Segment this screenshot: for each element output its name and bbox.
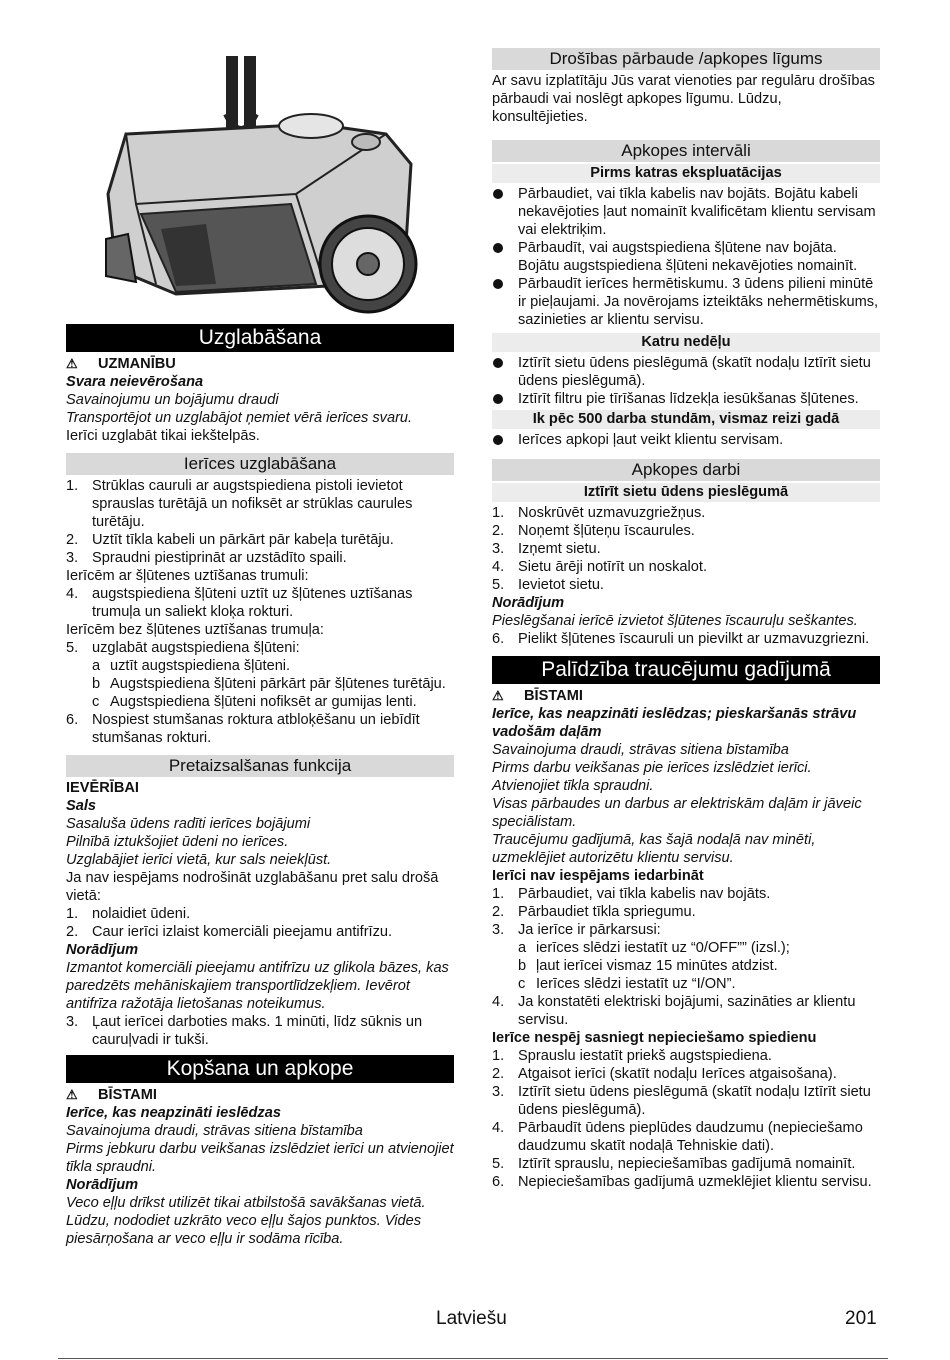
right-column (492, 48, 880, 1191)
pressure-washer-drawing (66, 54, 454, 322)
list-item: 6. Nepieciešamības gadījumā uzmeklējiet klientu servisu. (492, 1174, 872, 1190)
bullet-icon (492, 275, 518, 329)
problem-title: Ierīce nespēj sasniegt nepieciešamo spiedienu (492, 1030, 817, 1046)
danger-line: Atvienojiet tīkla spraudni. (492, 778, 654, 794)
list-item: 2. Pārbaudiet tīkla spriegumu. (492, 904, 696, 920)
warning-label: ⚠ UZMANĪBU (66, 356, 176, 372)
list-item: 1. nolaidiet ūdeni. (66, 906, 191, 922)
danger-line: Traucējumu gadījumā, kas šajā nodaļā nav minēti, uzmeklējiet autorizētu klientu servisu. (492, 832, 816, 866)
storage-note: Ierīci uzglabāt tikai iekštelpās. (66, 428, 260, 444)
footer-language: Latviešu (436, 1308, 507, 1329)
list-item: 4. Ja konstatēti elektriski bojājumi, sazināties ar klientu servisu. (492, 994, 856, 1028)
list-item: 1. Strūklas cauruli ar augstspiediena pistoli ievietot sprauslas turētājā un nofiksēt ar strūklas caurules turētāju. (66, 478, 413, 530)
warning-triangle-icon: ⚠ (66, 356, 78, 371)
subsection-every500: Ik pēc 500 darba stundām, vismaz reizi gadā (492, 410, 880, 429)
safety-text: Ar savu izplatītāju Jūs varat vienoties par regulāru drošības pārbaudi vai noslēgt apkopes līgumu. Lūdzu, konsultējieties. (492, 73, 875, 125)
danger-line: Savainojuma draudi, strāvas sitiena bīstamība (492, 742, 789, 758)
warning-title: Svara neievērošana (66, 374, 204, 390)
bullet-item: Iztīrīt sietu ūdens pieslēgumā (skatīt nodaļu Iztīrīt sietu ūdens pieslēgumā). (492, 354, 880, 390)
list-item: 3. Izņemt sietu. (492, 541, 601, 557)
danger-line: Savainojuma draudi, strāvas sitiena bīstamība (66, 1123, 363, 1139)
subsection-weekly: Katru nedēļu (492, 333, 880, 352)
section-title-safety: Drošības pārbaude /apkopes līgums (492, 48, 880, 70)
list-item: 2. Uztīt tīkla kabeli un pārkārt pār kabeļa turētāju. (66, 532, 394, 548)
bullet-item: Pārbaudīt ierīces hermētiskumu. 3 ūdens pilieni minūtē ir pieļaujami. Ja novērojams izteiktāks nehermētiskums, sazinieties ar klientu servisu. (492, 275, 880, 329)
subsection-clean-screen: Iztīrīt sietu ūdens pieslēgumā (492, 483, 880, 502)
notice-line: Uzglabājiet ierīci vietā, kur sals neiekļūst. (66, 852, 332, 868)
list-item: 2. Noņemt šļūteņu īscaurules. (492, 523, 695, 539)
list-item: 4. Pārbaudīt ūdens pieplūdes daudzumu (nepieciešamo daudzumu skatīt nodaļā Tehniskie dati). (492, 1120, 863, 1154)
notice-line: Sasaluša ūdens radīti ierīces bojājumi (66, 816, 311, 832)
warning-line: Transportējot un uzglabājot ņemiet vērā ierīces svaru. (66, 410, 413, 426)
storage-steps (66, 477, 454, 567)
list-item: 4. Sietu ārēji notīrīt un noskalot. (492, 559, 708, 575)
frost-text: Ja nav iespējams nodrošināt uzglabāšanu pret salu drošā vietā: (66, 870, 439, 904)
left-column (66, 54, 454, 1248)
sub-list-item: c Augstspiediena šļūteni nofiksēt ar gumijas lenti. (92, 694, 417, 710)
sub-list-item: a uztīt augstspiediena šļūteni. (92, 658, 291, 674)
notice-label: IEVĒRĪBAI (66, 780, 139, 796)
note-text: Veco eļļu drīkst utilizēt tikai atbilstošā savākšanas vietā. Lūdzu, nododiet uzkrāto veco eļļu šajos punktos. Vides piesārņošana ar veco eļļu ir sodāma rīcība. (66, 1195, 426, 1247)
list-item: 6. Nospiest stumšanas roktura atbloķēšanu un iebīdīt stumšanas rokturi. (66, 712, 420, 746)
bullet-icon (492, 239, 518, 275)
danger-label: ⚠ BĪSTAMI (492, 688, 583, 704)
sub-list-item: a ierīces slēdzi iestatīt uz “0/OFF”” (izsl.); (518, 940, 790, 956)
notice-title: Sals (66, 798, 97, 814)
list-item: 3. Spraudni piestiprināt ar uzstādīto spaili. (66, 550, 347, 566)
danger-line: Pirms jebkuru darbu veikšanas izslēdziet ierīci un atvienojiet tīkla spraudni. (66, 1141, 454, 1175)
warning-triangle-icon: ⚠ (66, 1087, 78, 1102)
bullet-item: Iztīrīt filtru pie tīrīšanas līdzekļa iesūkšanas šļūtenes. (492, 390, 880, 408)
section-title-device-storage: Ierīces uzglabāšana (66, 453, 454, 475)
section-title-intervals: Apkopes intervāli (492, 140, 880, 162)
with-drum-text: Ierīcēm ar šļūtenes uztīšanas trumuli: (66, 568, 309, 584)
danger-line: Pirms darbu veikšanas pie ierīces izslēdziet ierīci. (492, 760, 812, 776)
list-item: 1. Sprauslu iestatīt priekš augstspiediena. (492, 1048, 772, 1064)
list-item: 3. Iztīrīt sietu ūdens pieslēgumā (skatīt nodaļu Iztīrīt sietu ūdens pieslēgumā). (492, 1084, 871, 1118)
bullet-item: Pārbaudiet, vai tīkla kabelis nav bojāts. Bojātu kabeli nekavējoties ļaut nomainīt kvalificētam klientu servisam vai elektriķim. (492, 185, 880, 239)
page-number: 201 (845, 1308, 877, 1329)
section-title-frost: Pretaizsalšanas funkcija (66, 755, 454, 777)
pressure-washer-illustration (66, 54, 454, 322)
warning-line: Savainojumu un bojājumu draudi (66, 392, 279, 408)
danger-title: Ierīce, kas neapzināti ieslēdzas (66, 1105, 281, 1121)
bullet-item: Ierīces apkopi ļaut veikt klientu servisam. (492, 431, 880, 449)
list-item: 5. Ievietot sietu. (492, 577, 604, 593)
problem-title: Ierīci nav iespējams iedarbināt (492, 868, 704, 884)
note-label: Norādījum (66, 942, 139, 958)
without-drum-text: Ierīcēm bez šļūtenes uztīšanas trumuļa: (66, 622, 324, 638)
bullet-icon (492, 185, 518, 239)
list-item: 4. augstspiediena šļūteni uztīt uz šļūtenes uztīšanas trumuļa un saliekt kloķa rokturi. (66, 586, 413, 620)
section-title-care: Kopšana un apkope (66, 1055, 454, 1083)
list-item: 1. Pārbaudiet, vai tīkla kabelis nav bojāts. (492, 886, 771, 902)
sub-list-item: b Augstspiediena šļūteni pārkārt pār šļūtenes turētāju. (92, 676, 446, 692)
list-item: 3. Ļaut ierīcei darboties maks. 1 minūti, līdz sūknis un cauruļvadi ir tukši. (66, 1014, 423, 1048)
bullet-icon (492, 354, 518, 390)
list-item: 3. Ja ierīce ir pārkarsusi: (492, 922, 661, 938)
note-label: Norādījum (492, 595, 565, 611)
section-title-trouble: Palīdzība traucējumu gadījumā (492, 656, 880, 684)
note-text: Izmantot komerciāli pieejamu antifrīzu uz glikola bāzes, kas paredzēts mehāniskajiem transportlīdzekļiem. Ievērot antifrīza ražotāja lietošanas noteikumus. (66, 960, 449, 1012)
list-item: 2. Caur ierīci izlaist komerciāli pieejamu antifrīzu. (66, 924, 393, 940)
footer-divider (58, 1358, 888, 1359)
list-item: 5. uzglabāt augstspiediena šļūteni: (66, 640, 300, 656)
sub-list-item: b ļaut ierīcei vismaz 15 minūtes atdzist. (518, 958, 778, 974)
list-item: 1. Noskrūvēt uzmavuzgriežņus. (492, 505, 706, 521)
list-item: 2. Atgaisot ierīci (skatīt nodaļu Ierīces atgaisošana). (492, 1066, 837, 1082)
warning-triangle-icon: ⚠ (492, 688, 504, 703)
note-label: Norādījum (66, 1177, 139, 1193)
subsection-before-use: Pirms katras ekspluatācijas (492, 164, 880, 183)
list-item: 6. Pielikt šļūtenes īscauruli un pievilkt ar uzmavuzgriezni. (492, 631, 870, 647)
sub-list-item: c Ierīces slēdzi iestatīt uz “I/ON”. (518, 976, 736, 992)
bullet-icon (492, 390, 518, 408)
danger-line: Visas pārbaudes un darbus ar elektriskām daļām ir jāveic speciālistam. (492, 796, 862, 830)
note-text: Pieslēgšanai ierīcē izvietot šļūtenes īscauruļu seškantes. (492, 613, 858, 629)
bullet-item: Pārbaudīt, vai augstspiediena šļūtene nav bojāta. Bojātu augstspiediena šļūteni nekavējoties nomainīt. (492, 239, 880, 275)
section-title-storage: Uzglabāšana (66, 324, 454, 352)
notice-line: Pilnībā iztukšojiet ūdeni no ierīces. (66, 834, 289, 850)
list-item: 5. Iztīrīt sprauslu, nepieciešamības gadījumā nomainīt. (492, 1156, 856, 1172)
bullet-icon (492, 431, 518, 449)
section-title-works: Apkopes darbi (492, 459, 880, 481)
danger-title: Ierīce, kas neapzināti ieslēdzas; pieskaršanās strāvu vadošām daļām (492, 706, 857, 740)
danger-label: ⚠ BĪSTAMI (66, 1087, 157, 1103)
